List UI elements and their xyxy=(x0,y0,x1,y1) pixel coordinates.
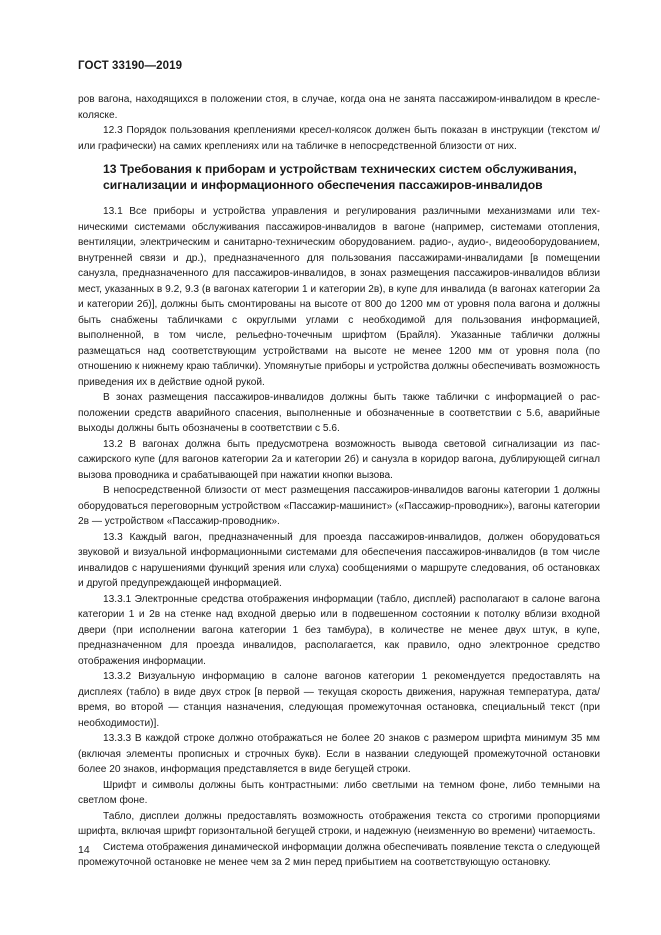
paragraph-13-3: 13.3 Каждый вагон, предназначенный для проезда пассажиров-инвалидов, должен оборудоваться звуковой и визуальной информационными системами для обеспечения пассажиров-инвалидов (в том числе инвалидов с нарушениями функций зрения или слуха) сообщениями о маршруте следования, об остановках и другой предупреждающей информацией. xyxy=(78,531,600,589)
paragraph-contrast: Шрифт и символы должны быть контрастными: либо светлыми на темном фоне, либо темными на светлом фоне. xyxy=(78,779,600,806)
paragraph-13-2-intercom: В непосредственной близости от мест размещения пассажиров-инвалидов вагоны категории 1 должны оборудоваться переговорным устройством «Пассажир-машинист» («Пассажир-проводник»), вагоны категории 2в — устройством «Пассажир-проводник». xyxy=(78,485,600,527)
paragraph-13-1-emergency: В зонах размещения пассажиров-инвалидов должны быть также таблички с информацией о расположении средств аварийного спасения, выполненные и обозначенные в соответствии с 5.6, аварийные выходы должны быть обозначены в соответствии с 5.6. xyxy=(78,392,600,434)
document-body xyxy=(78,92,600,871)
paragraph-13-3-2: 13.3.2 Визуальную информацию в салоне вагонов категории 1 рекомендуется предоставлять на дисплеях (табло) в виде двух строк [в первой — текущая скорость движения, наружная температура, дата/время, во второй — станция назначения, следующая промежуточная остановка, специальный текст (при необходимости)]. xyxy=(78,671,600,729)
paragraph-13-3-1: 13.3.1 Электронные средства отображения информации (табло, дисплей) располагают в салоне вагона категории 1 и 2в на стенке над входной дверью или в подвешенном состоянии к потолку вблизи входной двери (при исполнении вагона категории 1 без тамбура), в количестве не менее двух штук, в купе, предназначенном для проезда инвалидов, располагается, как правило, одно электронное средство отображения информации. xyxy=(78,593,600,667)
paragraph-continuation: ров вагона, находящихся в положении стоя, в случае, когда она не занята пассажиром-инвалидом в кресле-коляске. xyxy=(78,94,600,121)
paragraph-12-3: 12.3 Порядок пользования креплениями кресел-колясок должен быть показан в инструкции (текстом и/или графически) на самих креплениях или на табличке в непосредственной близости от них. xyxy=(78,125,600,152)
paragraph-13-1: 13.1 Все приборы и устройства управления и регулирования различными механизмами или техническими системами обслуживания пассажиров-инвалидов в вагоне (например, системами отопления, вентиляции, электрическим и санитарно-техническим оборудованием. радио-, аудио-, видеооборудованием, внутренней связи и др.), предназначенного для пользования пассажирами-инвалидами [в помещении санузла, предназначенного для пассажиров-инвалидов, в зонах размещения пассажиров-инвалидов вблизи мест, указанных в 9.2, 9.3 (в вагонах категории 1 и категории 2в), в купе для инвалида (в вагонах категории 2а и категории 2б)], должны быть смонтированы на высоте от 800 до 1200 мм от уровня пола вагона и должны быть снабжены табличками с округлыми углами с необходимой для пользования информацией, выполненной, в том числе, рельефно-точечным шрифтом (Брайля). Указанные таблички должны размещаться над соответствующим устройствами на высоте не менее 1200 мм от уровня пола (по отношению к нижнему краю таблички). Упомянутые приборы и устройства должны обеспечивать возможность приведения их в действие одной рукой. xyxy=(78,206,600,388)
paragraph-13-3-3: 13.3.3 В каждой строке должно отображаться не более 20 знаков с размером шрифта минимум 35 мм (включая элементы прописных и строчных букв). Если в названии следующей промежуточной остановки более 20 знаков, информация представляется в виде бегущей строки. xyxy=(78,733,600,775)
document-header: ГОСТ 33190—2019 xyxy=(78,60,183,72)
paragraph-13-2: 13.2 В вагонах должна быть предусмотрена возможность вывода световой сигнализации из пассажирского купе (для вагонов категории 2а и категории 2б) и санузла в коридор вагона, дублирующей сигнал вызова проводника и срабатывающей при нажатии кнопки вызова. xyxy=(78,438,600,481)
section-title-13: 13 Требования к приборам и устройствам технических систем обслуживания, сигнализации и информационного обеспечения пассажиров-инвалидов xyxy=(103,162,577,192)
paragraph-dynamic-system: Система отображения динамической информации должна обеспечивать появление текста о следующей промежуточной остановке не менее чем за 2 мин перед прибытием на соответствующую остановку. xyxy=(78,841,600,868)
paragraph-display: Табло, дисплеи должны предоставлять возможность отображения текста со строгими пропорциями шрифта, включая шрифт горизонтальной бегущей строки, и надежную (неизменную во времени) читаемость. xyxy=(78,810,600,837)
page-number: 14 xyxy=(78,844,90,856)
